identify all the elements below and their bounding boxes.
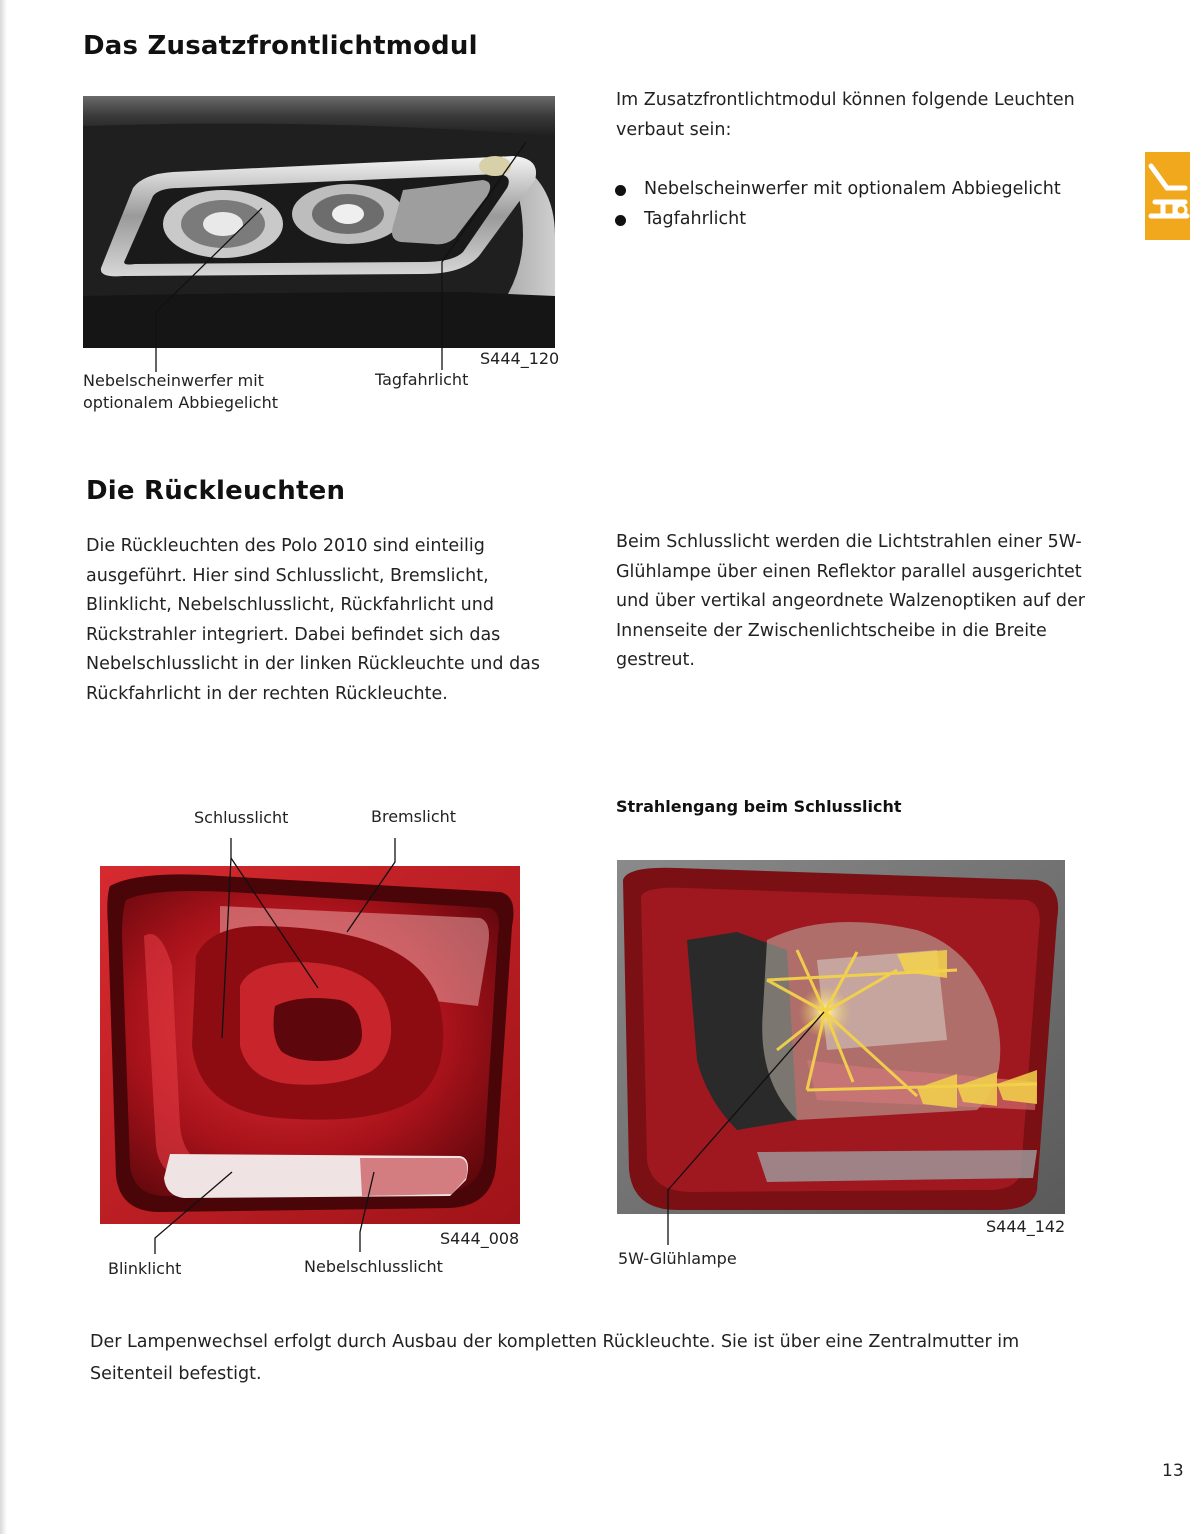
section-heading-front-light-module: Das Zusatzfrontlichtmodul: [83, 31, 478, 61]
callout-fog-lamp: [83, 370, 278, 414]
callout-tail-light: Schlusslicht: [194, 808, 289, 827]
front-light-module-photo: [83, 96, 555, 348]
page-edge-shadow: [0, 0, 7, 1534]
bullet-daytime-running-light: Tagfahrlicht: [614, 204, 1094, 234]
beam-path-figure-title: Strahlengang beim Schlusslicht: [616, 797, 902, 816]
beam-path-cutaway-illustration: [617, 860, 1065, 1214]
front-module-intro: Im Zusatzfrontlichtmodul können folgende Leuchten verbaut sein:: [616, 90, 1075, 140]
bullet-fog-lamp: Nebelscheinwerfer mit optionalem Abbiegelicht: [614, 174, 1094, 204]
lamp-replacement-note: Der Lampenwechsel erfolgt durch Ausbau der kompletten Rückleuchte. Sie ist über eine Zentralmutter im Seitenteil befestigt.: [90, 1332, 1020, 1384]
page-number: 13: [1162, 1461, 1184, 1481]
section-tab-marker: [1145, 152, 1190, 240]
rear-lights-paragraph-right: Beim Schlusslicht werden die Lichtstrahlen einer 5W-Glühlampe über einen Reflektor parallel ausgerichtet und über vertikal angeordnete Walzenoptiken auf der Innenseite der Zwischenlichtscheibe in die Breite gestreut.: [616, 532, 1085, 670]
figure-code-s444-008: S444_008: [440, 1229, 520, 1248]
callout-indicator: Blinklicht: [108, 1259, 182, 1278]
figure-code-s444-142: S444_142: [986, 1217, 1066, 1236]
callout-rear-fog-light: Nebelschlusslicht: [304, 1257, 443, 1276]
callout-5w-bulb: 5W-Glühlampe: [618, 1249, 737, 1268]
tail-light-photo: [100, 866, 520, 1224]
front-module-bullet-list: [614, 174, 1094, 234]
section-heading-rear-lights: Die Rückleuchten: [86, 476, 346, 506]
callout-daytime-running-light: Tagfahrlicht: [375, 370, 469, 389]
rear-lights-paragraph-left: Die Rückleuchten des Polo 2010 sind einteilig ausgeführt. Hier sind Schlusslicht, Bremslicht, Blinklicht, Nebelschlusslicht, Rückfahrlicht und Rückstrahler integriert. Dabei befindet sich das Nebelschlusslicht in der linken Rückleuchte und das Rückfahrlicht in der rechten Rückleuchte.: [86, 536, 541, 704]
callout-brake-light: Bremslicht: [371, 807, 457, 826]
seat-icon: [1145, 152, 1190, 240]
figure-code-s444-120: S444_120: [480, 349, 560, 368]
callout-fog-lamp-line2: optionalem Abbiegelicht: [83, 393, 279, 412]
callout-fog-lamp-line1: Nebelscheinwerfer mit: [83, 371, 264, 390]
